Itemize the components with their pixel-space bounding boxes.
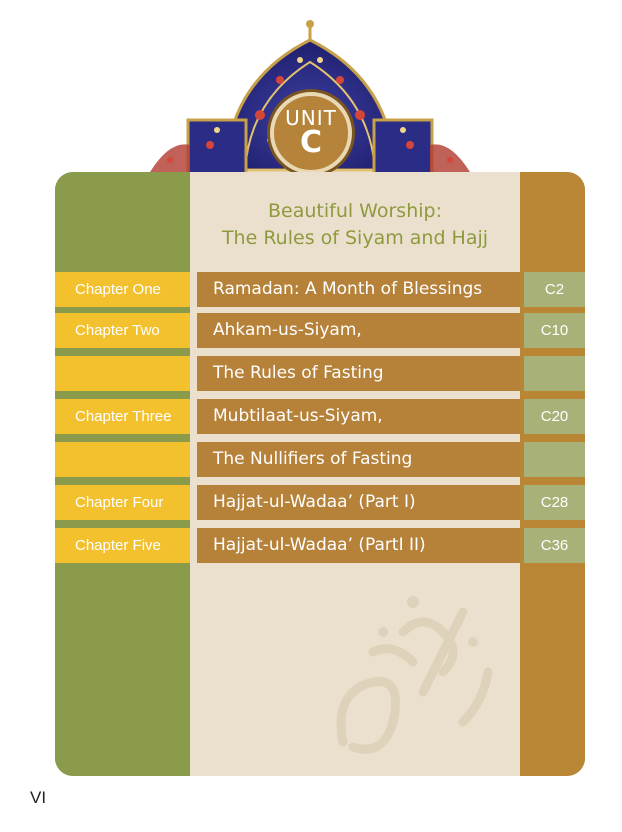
page-ref: C20 xyxy=(524,399,585,434)
contents-row-chapter-four[interactable] xyxy=(55,485,585,520)
chapter-label: Chapter Four xyxy=(55,485,190,520)
chapter-label xyxy=(55,356,190,391)
page-number: VI xyxy=(30,788,47,807)
page-ref: C28 xyxy=(524,485,585,520)
contents-panel xyxy=(55,172,585,776)
page-ref: C36 xyxy=(524,528,585,563)
page-ref xyxy=(524,442,585,477)
chapter-title: Ahkam-us-Siyam, xyxy=(197,313,520,348)
chapter-label: Chapter One xyxy=(55,272,190,307)
chapter-title: Mubtilaat-us-Siyam, xyxy=(197,399,520,434)
contents-row-chapter-two[interactable] xyxy=(55,313,585,348)
arabic-calligraphy-watermark xyxy=(313,572,513,772)
chapter-title: The Rules of Fasting xyxy=(197,356,520,391)
contents-row-chapter-five[interactable] xyxy=(55,528,585,563)
unit-title-line2: The Rules of Siyam and Hajj xyxy=(221,227,489,249)
unit-title xyxy=(190,198,520,252)
chapter-label: Chapter Two xyxy=(55,313,190,348)
chapter-title: Ramadan: A Month of Blessings xyxy=(197,272,520,307)
chapter-title: Hajjat-ul-Wadaa’ (Part I) xyxy=(197,485,520,520)
chapter-label: Chapter Three xyxy=(55,399,190,434)
unit-badge xyxy=(270,92,352,174)
chapter-title: The Nullifiers of Fasting xyxy=(197,442,520,477)
contents-row-chapter-two-subtitle[interactable] xyxy=(55,356,585,391)
unit-title-line1: Beautiful Worship: xyxy=(268,200,442,222)
contents-row-chapter-three[interactable] xyxy=(55,399,585,434)
chapter-title: Hajjat-ul-Wadaa’ (PartI II) xyxy=(197,528,520,563)
chapter-label: Chapter Five xyxy=(55,528,190,563)
page-ref xyxy=(524,356,585,391)
unit-letter: C xyxy=(299,125,323,160)
contents-row-chapter-three-subtitle[interactable] xyxy=(55,442,585,477)
page-ref: C2 xyxy=(524,272,585,307)
contents-row-chapter-one[interactable] xyxy=(55,272,585,307)
page-ref: C10 xyxy=(524,313,585,348)
unit-word: UNIT xyxy=(285,106,337,130)
chapter-label xyxy=(55,442,190,477)
